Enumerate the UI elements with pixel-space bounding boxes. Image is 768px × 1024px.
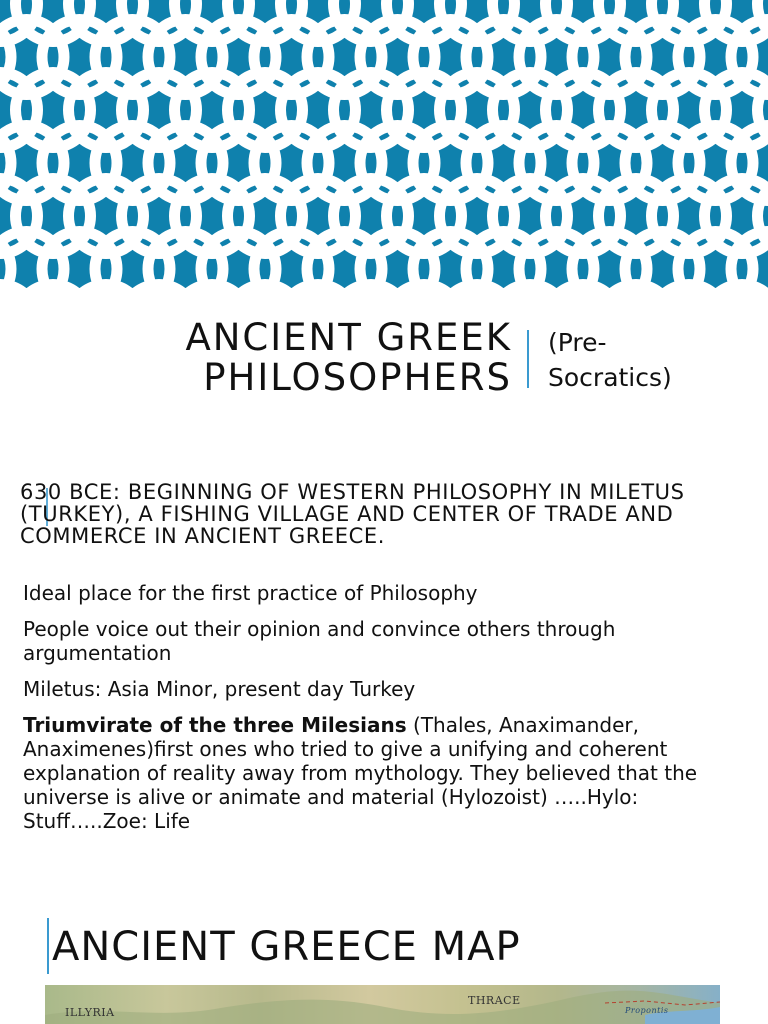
bullet-list [23,581,753,845]
map-title-accent [47,918,49,974]
title-divider [527,330,529,388]
pattern-banner [0,0,768,288]
title-line-2: PHILOSOPHERS [203,356,512,399]
map-terrain [45,985,720,1024]
map-label-illyria: ILLYRIA [65,1006,115,1019]
bullet-item: Ideal place for the first practice of Philosophy [23,581,478,605]
bullet-item: Miletus: Asia Minor, present day Turkey [23,677,416,701]
subtitle: (Pre-Socratics) [548,328,672,392]
section-heading: 630 BCE: BEGINNING OF WESTERN PHILOSOPHY IN MILETUS (TURKEY), A FISHING VILLAGE AND CENTER OF TRADE AND COMMERCE IN ANCIENT GREECE. [20,480,685,548]
title-line-1: ANCIENT GREEK [185,316,512,359]
ring-pattern [0,0,768,288]
map-title: ANCIENT GREECE MAP [52,924,521,970]
bullet-item-triumvirate [23,713,753,833]
map-label-thrace: THRACE [468,994,521,1007]
bullet-item: People voice out their opinion and convince others through argumentation [23,617,616,665]
triumvirate-text: (Thales, Anaximander, Anaximenes)first ones who tried to give a unifying and coherent explanation of reality away from mythology. They believed that the universe is alive or animate and material (Hylozoist) …..Hylo: Stuff…..Zoe: Life [23,713,698,833]
greece-map-image [45,985,720,1024]
map-label-propontis: Propontis [625,1006,669,1015]
page-title [185,318,512,398]
triumvirate-bold: Triumvirate of the three Milesians [23,713,407,737]
